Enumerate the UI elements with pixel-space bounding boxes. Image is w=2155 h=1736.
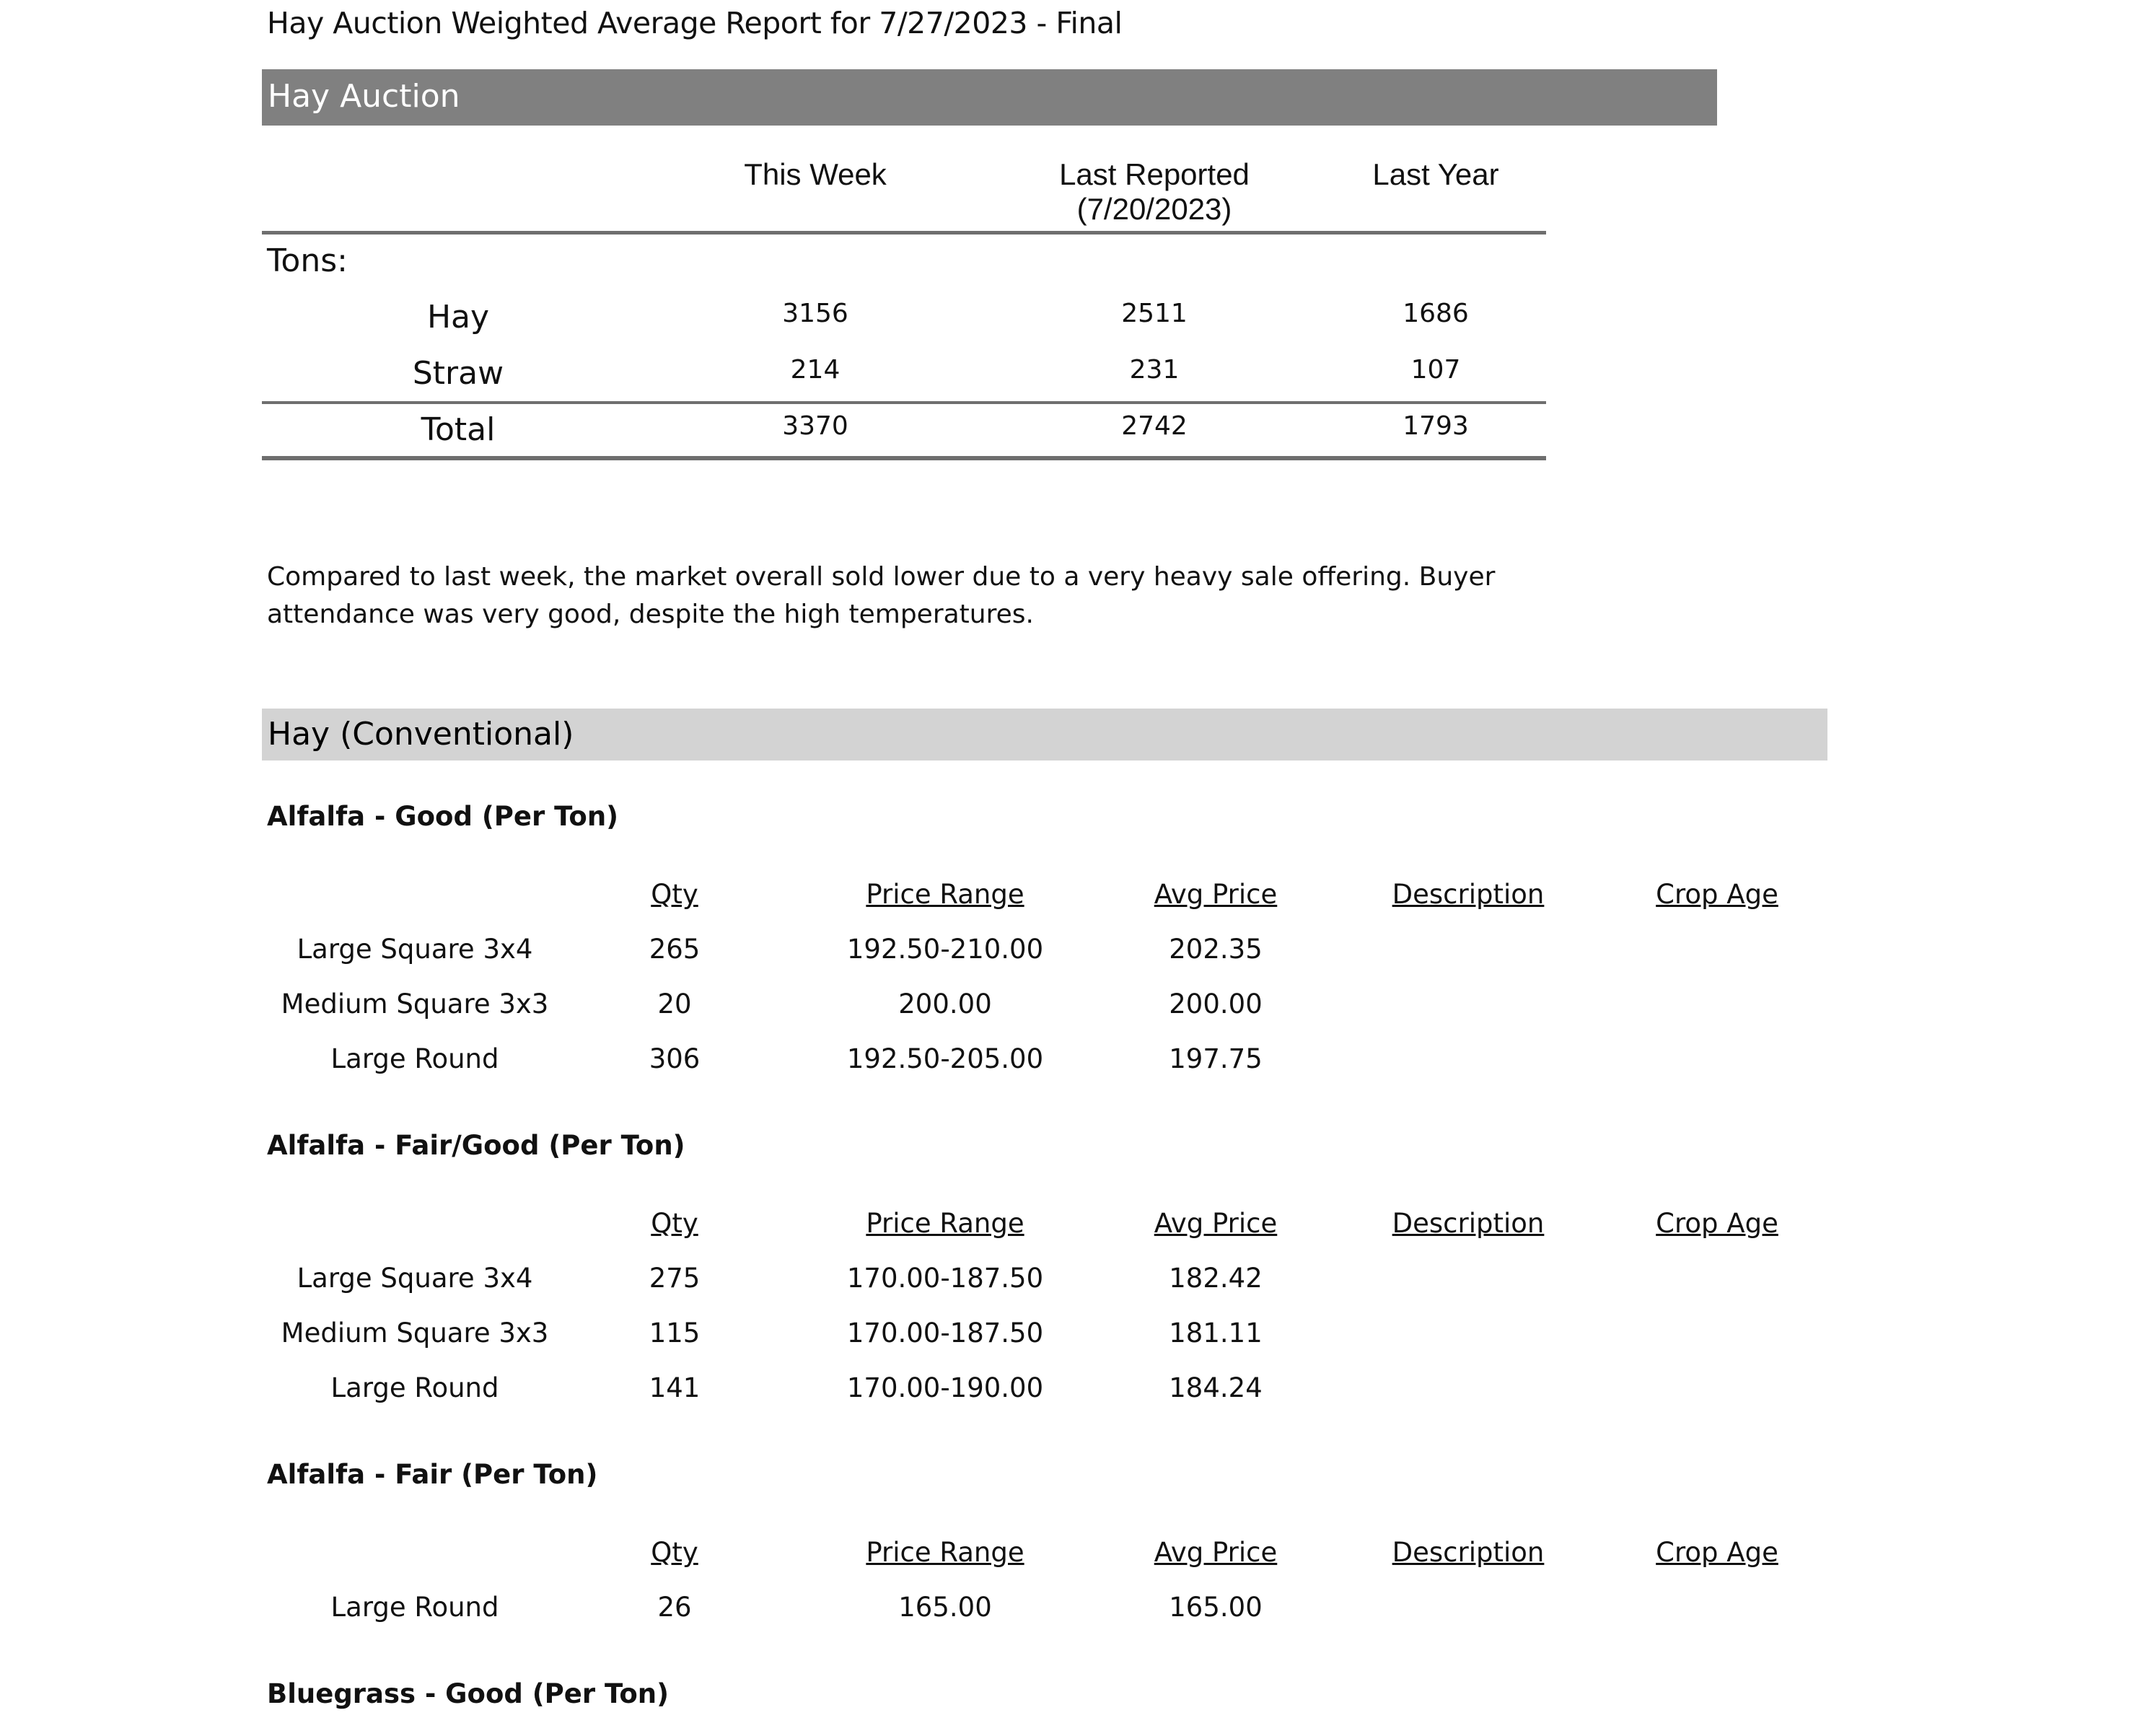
cell-price-range: 170.00-190.00 — [846, 1372, 1044, 1403]
summary-row-label-straw: Straw — [412, 355, 504, 392]
cell-qty: 26 — [657, 1592, 692, 1623]
table-row: Large Round — [330, 1372, 499, 1403]
summary-total-last-reported: 2742 — [1121, 411, 1188, 441]
cell-qty: 115 — [649, 1318, 701, 1349]
summary-total-rule — [262, 401, 1546, 404]
hay-auction-banner — [262, 69, 1717, 126]
header-qty: Qty — [651, 1208, 698, 1239]
summary-hay-last-reported: 2511 — [1121, 299, 1188, 328]
header-qty: Qty — [651, 1537, 698, 1568]
header-crop-age: Crop Age — [1656, 879, 1778, 910]
summary-hay-last-year: 1686 — [1403, 299, 1469, 328]
table-row: Medium Square 3x3 — [281, 1318, 549, 1349]
summary-straw-last-reported: 231 — [1129, 355, 1180, 385]
cell-qty: 306 — [649, 1043, 701, 1074]
cell-qty: 275 — [649, 1263, 701, 1294]
col-last-reported-date: (7/20/2023) — [1076, 192, 1232, 226]
header-price-range: Price Range — [866, 1208, 1024, 1239]
table-row: Large Round — [330, 1043, 499, 1074]
section-title: Alfalfa - Fair/Good (Per Ton) — [267, 1130, 685, 1161]
col-last-reported: Last Reported — [1059, 157, 1250, 191]
cell-price-range: 192.50-210.00 — [846, 934, 1044, 965]
cell-price-range: 165.00 — [898, 1592, 992, 1623]
cell-price-range: 170.00-187.50 — [846, 1318, 1044, 1349]
summary-row-label-hay: Hay — [426, 299, 490, 336]
hay-conventional-banner-label: Hay (Conventional) — [268, 716, 574, 753]
cell-price-range: 200.00 — [898, 988, 992, 1020]
cell-avg-price: 165.00 — [1169, 1592, 1263, 1623]
cell-avg-price: 184.24 — [1169, 1372, 1263, 1403]
summary-straw-this-week: 214 — [790, 355, 841, 385]
summary-row-label-total: Total — [421, 411, 496, 448]
header-description: Description — [1392, 1208, 1545, 1239]
summary-straw-last-year: 107 — [1410, 355, 1461, 385]
table-row: Large Square 3x4 — [297, 934, 533, 965]
cell-price-range: 192.50-205.00 — [846, 1043, 1044, 1074]
market-narrative: Compared to last week, the market overall sold lower due to a very heavy sale offering. Buyer attendance was very good, despite the high temperatures. — [267, 562, 1496, 629]
table-row: Large Round — [330, 1592, 499, 1623]
section-title: Alfalfa - Fair (Per Ton) — [267, 1459, 598, 1490]
cell-qty: 20 — [657, 988, 692, 1020]
header-price-range: Price Range — [866, 879, 1024, 910]
cell-avg-price: 182.42 — [1169, 1263, 1263, 1294]
cell-qty: 141 — [649, 1372, 701, 1403]
header-description: Description — [1392, 1537, 1545, 1568]
table-row: Medium Square 3x3 — [281, 988, 549, 1020]
cell-avg-price: 202.35 — [1169, 934, 1263, 965]
header-description: Description — [1392, 879, 1545, 910]
report-title: Hay Auction Weighted Average Report for 7/27/2023 - Final — [267, 6, 1123, 40]
summary-header-rule — [262, 231, 1546, 234]
summary-hay-this-week: 3156 — [782, 299, 848, 328]
cell-qty: 265 — [649, 934, 701, 965]
hay-conventional-banner — [262, 709, 1827, 760]
summary-total-last-year: 1793 — [1403, 411, 1469, 441]
summary-bottom-rule — [262, 456, 1546, 460]
header-qty: Qty — [651, 879, 698, 910]
cell-avg-price: 181.11 — [1169, 1318, 1263, 1349]
cell-price-range: 170.00-187.50 — [846, 1263, 1044, 1294]
header-avg-price: Avg Price — [1154, 1537, 1278, 1568]
header-crop-age: Crop Age — [1656, 1208, 1778, 1239]
header-avg-price: Avg Price — [1154, 1208, 1278, 1239]
tons-label: Tons: — [267, 242, 348, 279]
col-this-week: This Week — [744, 157, 887, 191]
cell-avg-price: 197.75 — [1169, 1043, 1263, 1074]
header-crop-age: Crop Age — [1656, 1537, 1778, 1568]
summary-total-this-week: 3370 — [782, 411, 848, 441]
col-last-year: Last Year — [1372, 157, 1499, 191]
cell-avg-price: 200.00 — [1169, 988, 1263, 1020]
header-price-range: Price Range — [866, 1537, 1024, 1568]
table-row: Large Square 3x4 — [297, 1263, 533, 1294]
section-title: Alfalfa - Good (Per Ton) — [267, 801, 619, 832]
header-avg-price: Avg Price — [1154, 879, 1278, 910]
section-title: Bluegrass - Good (Per Ton) — [267, 1678, 670, 1709]
hay-auction-banner-label: Hay Auction — [268, 78, 460, 115]
